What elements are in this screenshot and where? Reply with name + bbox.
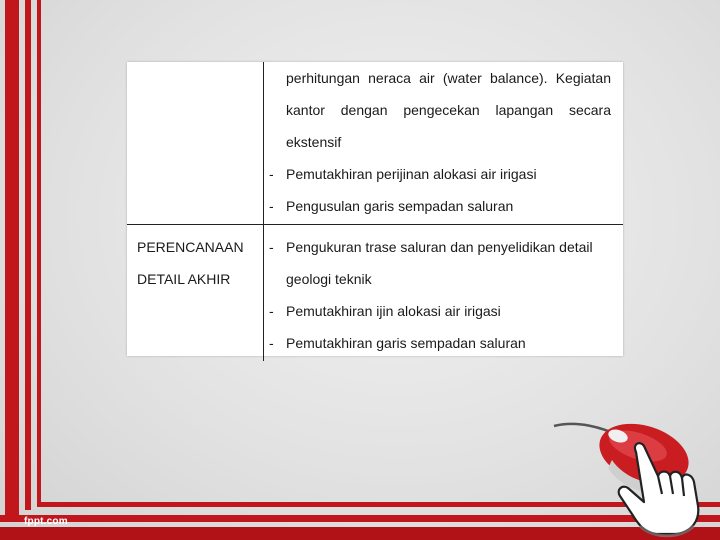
bullet-dash: -	[269, 303, 274, 319]
bullet-dash: -	[269, 335, 274, 351]
activity-text: Pemutakhiran garis sempadan saluran	[286, 335, 526, 351]
activity-bullet-item	[264, 190, 611, 222]
footer-brand: fppt.com	[24, 516, 68, 527]
bullet-dash: -	[269, 198, 274, 214]
activity-continuation-line: kantor dengan pengecekan lapangan secara	[286, 102, 611, 118]
stage-cell	[127, 225, 264, 362]
activity-bullet-item	[264, 295, 611, 327]
mouse-hand-icon	[548, 414, 720, 540]
stage-label: DETAIL AKHIR	[137, 271, 231, 287]
activity-text: Pengukuran trase saluran dan penyelidikan detail	[286, 239, 593, 255]
activity-cell	[264, 62, 624, 225]
table-row	[127, 62, 623, 225]
stage-label: PERENCANAAN	[137, 239, 244, 255]
activity-text: Pemutakhiran perijinan alokasi air irigasi	[286, 166, 537, 182]
frame-red-bar-left-outer	[5, 0, 19, 520]
activity-continuation-line: geologi teknik	[286, 271, 372, 287]
activity-table	[127, 62, 623, 361]
activity-cell	[264, 225, 624, 362]
bullet-dash: -	[269, 239, 274, 255]
activity-bullet-item	[264, 158, 611, 190]
activity-text: Pemutakhiran ijin alokasi air irigasi	[286, 303, 501, 319]
table-row	[127, 225, 623, 362]
document-table-image	[127, 62, 623, 356]
activity-bullet-item	[264, 327, 611, 359]
frame-red-bar-left-inner	[37, 0, 41, 502]
activity-bullet-item	[264, 231, 611, 263]
activity-continuation-line: ekstensif	[286, 134, 342, 150]
activity-continuation-line: perhitungan neraca air (water balance). Kegiatan	[286, 70, 611, 86]
frame-red-bar-left-middle	[25, 0, 31, 510]
activity-text: Pengusulan garis sempadan saluran	[286, 198, 514, 214]
stage-cell	[127, 62, 264, 225]
bullet-dash: -	[269, 166, 274, 182]
